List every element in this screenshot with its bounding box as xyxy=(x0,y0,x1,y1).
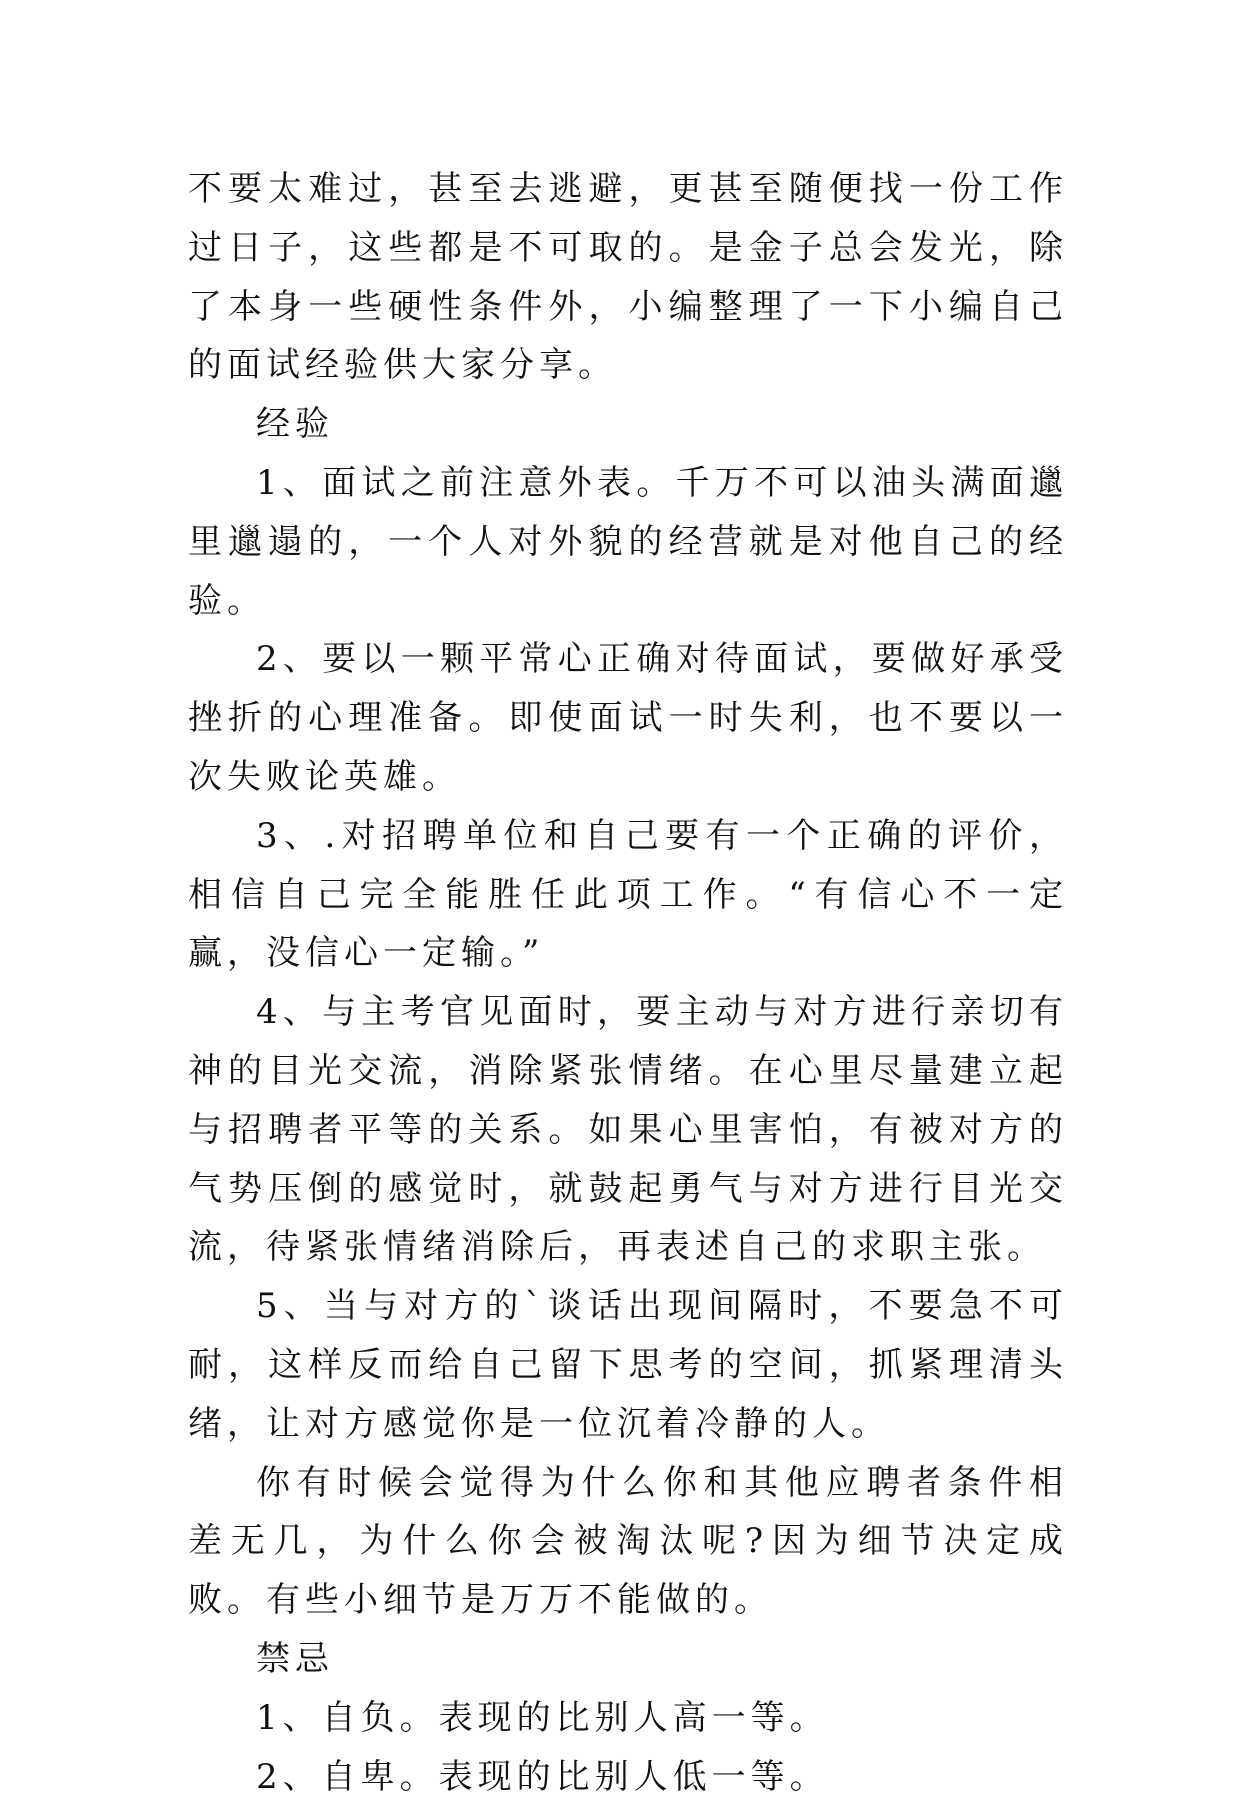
paragraph-experience-1: 1、面试之前注意外表。千万不可以油头满面邋里邋遢的，一个人对外貌的经营就是对他自己的经验。 xyxy=(188,462,1068,621)
paragraph-experience-2: 2、要以一颗平常心正确对待面试，要做好承受挫折的心理准备。即使面试一时失利，也不要以一次失败论英雄。 xyxy=(188,639,1068,797)
heading-experience: 经验 xyxy=(256,404,334,445)
paragraph-taboo-2: 2、自卑。表现的比别人低一等。 xyxy=(256,1756,829,1797)
paragraph-experience-4: 4、与主考官见面时，要主动与对方进行亲切有神的目光交流，消除紧张情绪。在心里尽量建立起与招聘者平等的关系。如果心里害怕，有被对方的气势压倒的感觉时，就鼓起勇气与对方进行目光交流，待紧张情绪消除后，再表述自己的求职主张。 xyxy=(188,992,1068,1268)
paragraph-experience-5: 5、当与对方的`谈话出现间隔时，不要急不可耐，这样反而给自己留下思考的空间，抓紧理清头绪，让对方感觉你是一位沉着冷静的人。 xyxy=(188,1286,1068,1444)
paragraph-details: 你有时候会觉得为什么你和其他应聘者条件相差无几，为什么你会被淘汰呢?因为细节决定成败。有些小细节是万万不能做的。 xyxy=(188,1462,1068,1621)
paragraph-taboo-1: 1、自负。表现的比别人高一等。 xyxy=(256,1697,829,1738)
paragraph-experience-3: 3、.对招聘单位和自己要有一个正确的评价，相信自己完全能胜任此项工作。“有信心不一定赢，没信心一定输。” xyxy=(188,815,1068,974)
document-body xyxy=(188,160,1068,1806)
heading-taboos: 禁忌 xyxy=(256,1638,334,1679)
paragraph-intro: 不要太难过，甚至去逃避，更甚至随便找一份工作过日子，这些都是不可取的。是金子总会发光，除了本身一些硬性条件外，小编整理了一下小编自己的面试经验供大家分享。 xyxy=(188,169,1068,386)
